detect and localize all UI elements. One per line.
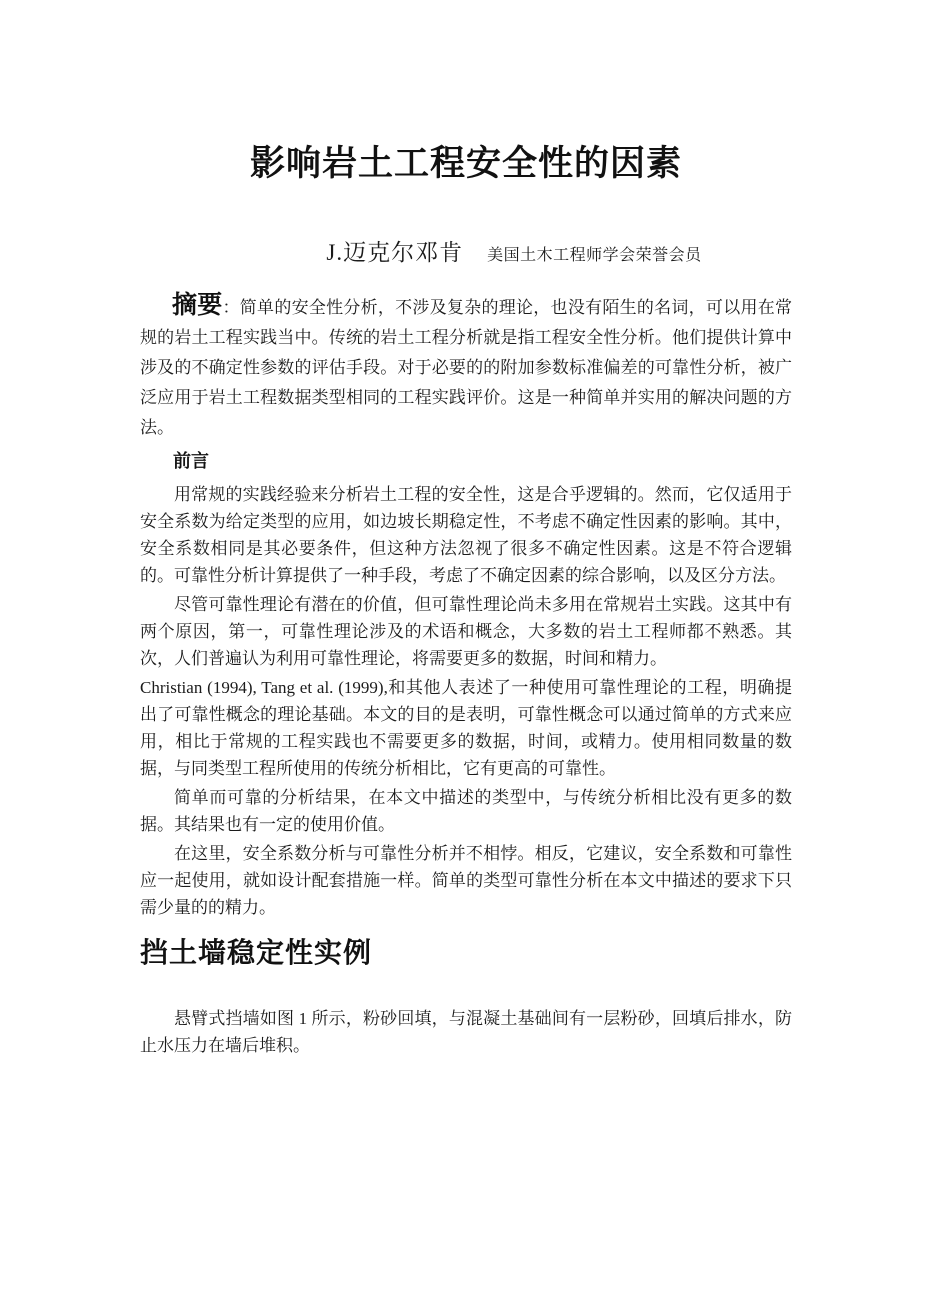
intro-paragraph-1: 用常规的实践经验来分析岩土工程的安全性，这是合乎逻辑的。然而，它仅适用于安全系数为给定类型的应用，如边坡长期稳定性，不考虑不确定性因素的影响。其中，安全系数相同是其必要条件，但这种方法忽视了很多不确定性因素。这是不符合逻辑的。可靠性分析计算提供了一种手段，考虑了不确定因素的综合影响，以及区分方法。 xyxy=(140,484,792,585)
intro-paragraph-4: 简单而可靠的分析结果，在本文中描述的类型中，与传统分析相比没有更多的数据。其结果也有一定的使用价值。 xyxy=(140,787,792,834)
example-paragraph-1: 悬臂式挡墙如图 1 所示，粉砂回填，与混凝土基础间有一层粉砂，回填后排水，防止水压力在墙后堆积。 xyxy=(140,1008,792,1055)
section-heading-retaining-wall-example: 挡土墙稳定性实例 xyxy=(140,936,373,968)
intro-paragraph-5: 在这里，安全系数分析与可靠性分析并不相悖。相反，它建议，安全系数和可靠性应一起使用，就如设计配套措施一样。简单的类型可靠性分析在本文中描述的要求下只需少量的的精力。 xyxy=(140,843,792,917)
section-heading-intro: 前言 xyxy=(173,450,209,471)
document-content xyxy=(140,145,792,1059)
author-affiliation: 美国土木工程师学会荣誉会员 xyxy=(487,246,702,264)
intro-paragraph-2: 尽管可靠性理论有潜在的价值，但可靠性理论尚未多用在常规岩土实践。这其中有两个原因，第一，可靠性理论涉及的术语和概念，大多数的岩土工程师都不熟悉。其次，人们普遍认为利用可靠性理论，将需要更多的数据，时间和精力。 xyxy=(140,594,792,668)
intro-paragraph-3-citation: Christian (1994), Tang et al. (1999),和其他人表述了一种使用可靠性理论的工程，明确提出了可靠性概念的理论基础。本文的目的是表明，可靠性概念可以通过简单的方式来应用，相比于常规的工程实践也不需要更多的数据，时间，或精力。使用相同数量的数据，与同类型工程所使用的传统分析相比，它有更高的可靠性。 xyxy=(140,677,792,778)
author-line xyxy=(140,234,792,267)
abstract-paragraph xyxy=(140,290,792,443)
document-title: 影响岩土工程安全性的因素 xyxy=(249,144,682,183)
abstract-label: 摘要 xyxy=(172,290,223,319)
author-name: J.迈克尔邓肯 xyxy=(326,239,464,265)
abstract-body-text: ：简单的安全性分析，不涉及复杂的理论，也没有陌生的名词，可以用在常规的岩土工程实践当中。传统的岩土工程分析就是指工程安全性分析。他们提供计算中涉及的不确定性参数的评估手段。对于必要的的附加参数标准偏差的可靠性分析，被广泛应用于岩土工程数据类型相同的工程实践评价。这是一种简单并实用的解决问题的方法。 xyxy=(140,297,792,437)
